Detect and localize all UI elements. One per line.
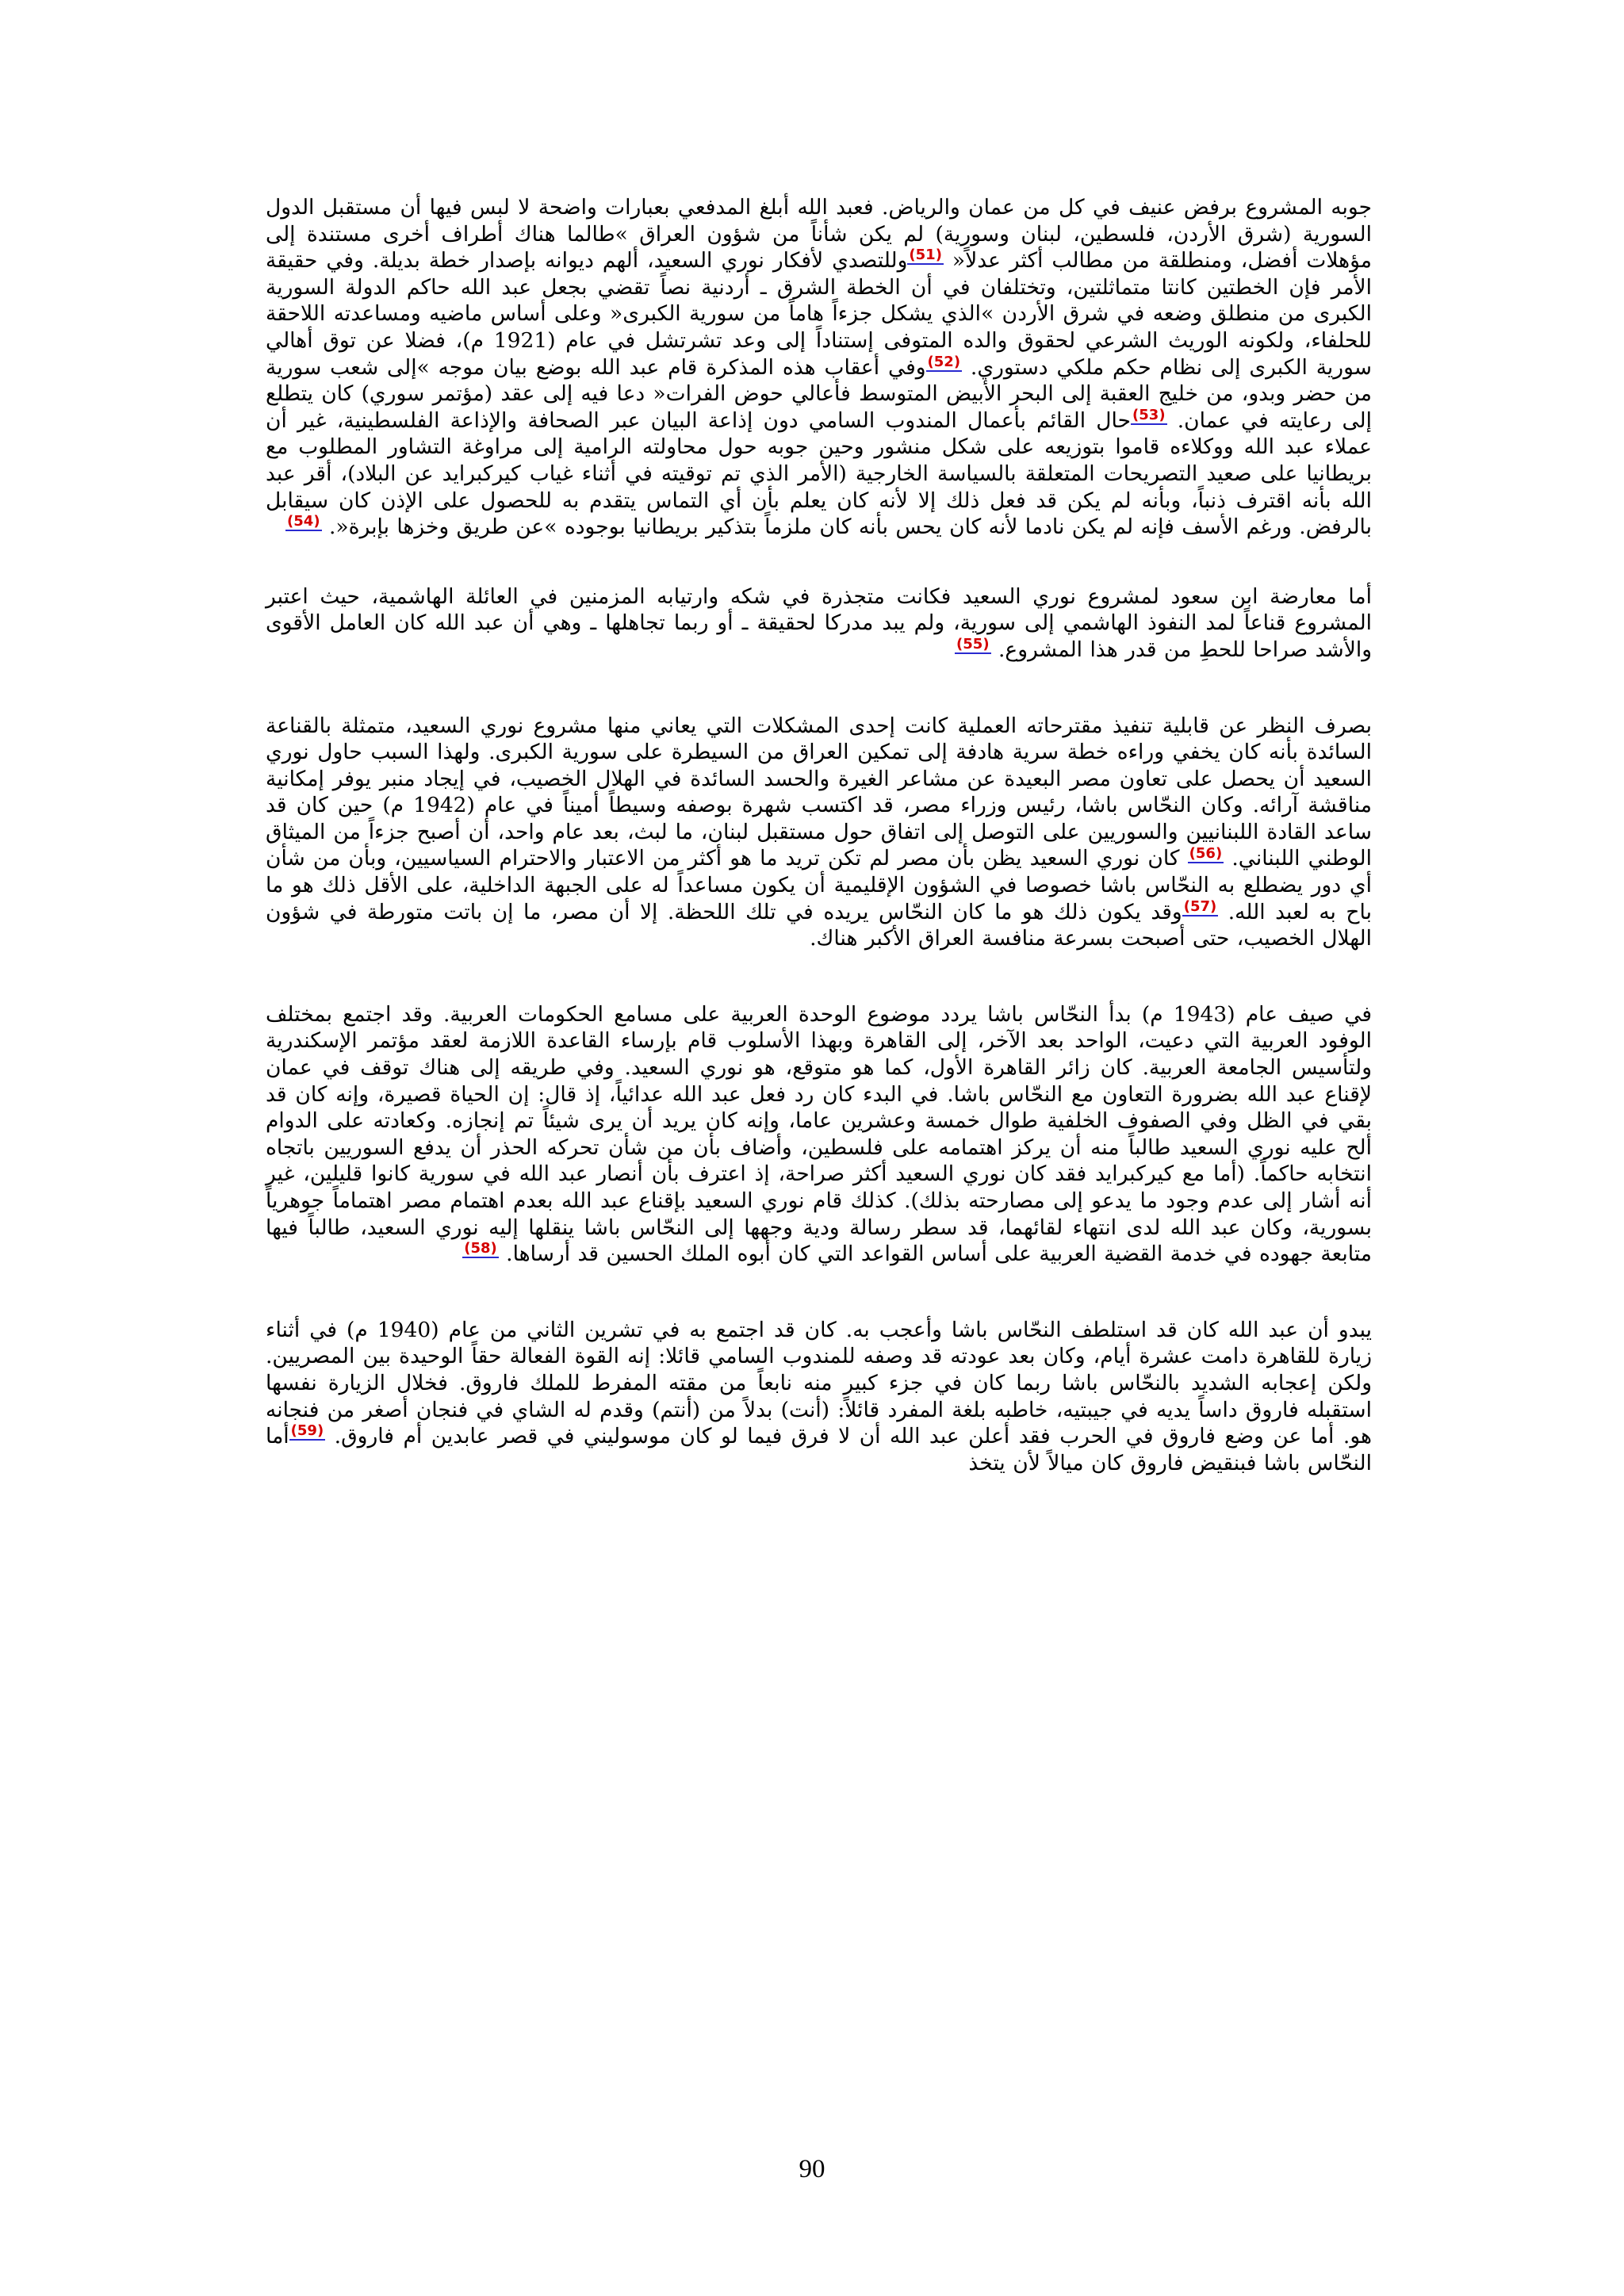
- page-number: 90: [799, 2155, 825, 2183]
- paragraph: [266, 194, 1372, 541]
- paragraph: [266, 584, 1372, 664]
- paragraph-text: في صيف عام (1943 م) بدأ النحّاس باشا يردد موضوع الوحدة العربية على مسامع الحكومات العربية. وقد اجتمع بمختلف الوفود العربية التي دعيت، الواحد بعد الآخر، إلى القاهرة وبهذا الأسلوب قام بإرساء القاعدة اللازمة لعقد مؤتمر الإسكندرية ولتأسيس الجامعة العربية. كان زائر القاهرة الأول، كما هو متوقع، هو نوري السعيد. وفي طريقه إلى هناك توقف في عمان لإقناع عبد الله بضرورة التعاون مع النحّاس باشا. في البدء كان رد فعل عبد الله عدائياً، إذ قال: إن الحياة قصيرة، وإنه كان قد بقي في الظل وفي الصفوف الخلفية طوال خمسة وعشرين عاما، وإنه كان يريد أن يرى شيئاً تم إنجازه. وكعادته على الدوام ألح عليه نوري السعيد طالباً منه أن يركز اهتمامه على فلسطين، وأضاف بأن من شأن تحركه الحذر أن يدفع السوريين باتجاه انتخابه حاكماً. (أما مع كيركبرايد فقد كان نوري السعيد أكثر صراحة، إذ اعترف بأن أنصار عبد الله في سورية كانوا قليلين، غير أنه أشار إلى عدم وجود ما يدعو إلى مصارحته بذلك). كذلك قام نوري السعيد بإقناع عبد الله بعدم اهتمام مصر اهتماماً جوهرياً بسورية، وكان عبد الله لدى انتهاء لقائهما، قد سطر رسالة ودية وجهها إلى النحّاس باشا ينقلها إليه نوري السعيد، طالباً فيها متابعة جهوده في خدمة القضية العربية على أساس القواعد التي كان أبوه الملك الحسين قد أرساها.: [266, 1001, 1372, 1267]
- paragraph: [266, 1317, 1372, 1477]
- paragraph-text: وفي أعقاب هذه المذكرة قام عبد الله بوضع بيان موجه »إلى شعب سورية من حضر وبدو، من خليج العقبة إلى البحر الأبيض المتوسط فأعالي حوض الفرات« دعا فيه إلى عقد (مؤتمر سوري) كان يتطلع إلى رعايته في عمان.: [266, 354, 1372, 433]
- paragraph-text: وقد يكون ذلك هو ما كان النحّاس يريده في تلك اللحظة. إلا أن مصر، ما إن باتت متورطة في شؤون الهلال الخصيب، حتى أصبحت بسرعة منافسة العراق الأكبر هناك.: [266, 899, 1372, 951]
- paragraph-text: وللتصدي لأفكار نوري السعيد، ألهم ديوانه بإصدار خطة بديلة. وفي حقيقة الأمر فإن الخطتين كانتا متماثلتين، وتختلفان في أن الخطة الشرق ـ أردنية نصاً تقضي بجعل عبد الله حاكم الدولة السورية الكبرى من منطلق وضعه في شرق الأردن »الذي يشكل جزءاً هاماً من سورية الكبرى« وعلى أساس ماضيه ومساعدته اللاحقة للحلفاء، ولكونه الوريث الشرعي لحقوق والده المتوفى إستناداً إلى وعد تشرتشل في عام (1921 م)، فضلا عن توق أهالي سورية الكبرى إلى نظام حكم ملكي دستوري.: [266, 248, 1373, 380]
- footnote-ref-link[interactable]: (57): [1183, 897, 1217, 915]
- paragraph-text: أما معارضة ابن سعود لمشروع نوري السعيد فكانت متجذرة في شكه وارتيابه المزمنين في العائلة الهاشمية، حيث اعتبر المشروع قناعاً لمد النفوذ الهاشمي إلى سورية، ولم يبد مدركا لحقيقة ـ أو ربما تجاهلها ـ وهي أن عبد الله كان العامل الأقوى والأشد صراحا للحطِ من قدر هذا المشروع.: [266, 584, 1372, 662]
- paragraph: [266, 713, 1372, 952]
- footnote-ref-link[interactable]: (54): [287, 513, 320, 530]
- footnote-ref-link[interactable]: (55): [956, 636, 990, 653]
- paragraph-text: كان نوري السعيد يظن بأن مصر لم تكن تريد ما هو أكثر من الاعتبار والاحترام السياسيين، وبأن من شأن أي دور يضطلع به النحّاس باشا خصوصا في الشؤون الإقليمية أن يكون مساعداً له على الجبهة الداخلية، على الأقل ذلك هو ما باح به لعبد الله.: [266, 846, 1372, 924]
- footnote-ref-link[interactable]: (59): [290, 1422, 324, 1440]
- paragraph: [266, 1001, 1372, 1268]
- paragraph-text: جوبه المشروع برفض عنيف في كل من عمان والرياض. فعبد الله أبلغ المدفعي بعبارات واضحة لا لبس فيها أن مستقبل الدول السورية (شرق الأردن، فلسطين، لبنان وسورية) لم يكن شأناً من شؤون العراق »طالما هناك أطراف أخرى مستندة إلى مؤهلات أفضل، ومنطلقة من مطالب أكثر عدلاً«: [266, 195, 1373, 274]
- footnote-ref-link[interactable]: (51): [909, 247, 942, 264]
- footnote-ref-link[interactable]: (52): [927, 353, 961, 370]
- document-page: [266, 194, 1372, 2224]
- footnote-ref-link[interactable]: (58): [464, 1240, 497, 1257]
- paragraph-text: حال القائم بأعمال المندوب السامي دون إذاعة البيان عبر الصحافة والإذاعة الفلسطينية، غير أن عملاء عبد الله ووكلاءه قاموا بتوزيعه على شكل منشور وحين جوبه حول محاولته الرامية إلى مراوغة التشاور المطلوب مع بريطانيا على صعيد التصريحات المتعلقة بالسياسة الخارجية (الأمر الذي تم توقيته في أثناء غياب كيركبرايد عن البلاد)، أقر عبد الله بأنه اقترف ذنباً، وبأنه لم يكن قد فعل ذلك إلا لأنه كان يعلم بأن أي التماس يتقدم به للحصول على الإذن كان سيقابل بالرفض. ورغم الأسف فإنه لم يكن نادما لأنه كان يحس بأنه كان ملزماً بتذكير بريطانيا بوجوده »عن طريق وخزها بإبرة«.: [266, 408, 1372, 540]
- footnote-ref-link[interactable]: (56): [1189, 844, 1223, 862]
- paragraph-text: بصرف النظر عن قابلية تنفيذ مقترحاته العملية كانت إحدى المشكلات التي يعاني منها مشروع نوري السعيد، متمثلة بالقناعة السائدة بأنه كان يخفي وراءه خطة سرية هادفة إلى تمكين العراق من السيطرة على سورية الكبرى. ولهذا السبب حاول نوري السعيد أن يحصل على تعاون مصر البعيدة عن مشاعر الغيرة والحسد السائدة في الهلال الخصيب، في إيجاد منبر يوفر إمكانية مناقشة آرائه. وكان النحّاس باشا، رئيس وزراء مصر، قد اكتسب شهرة بوصفه وسيطاً أميناً في عام (1942 م) حين كان قد ساعد القادة اللبنانيين والسوريين على التوصل إلى اتفاق حول مستقبل لبنان، ما لبث، بعد عام واحد، أن أصبح جزءاً من الميثاق الوطني اللبناني.: [266, 713, 1372, 871]
- paragraph-text: يبدو أن عبد الله كان قد استلطف النحّاس باشا وأعجب به. كان قد اجتمع به في تشرين الثاني من عام (1940 م) في أثناء زيارة للقاهرة دامت عشرة أيام، وكان بعد عودته قد وصفه للمندوب السامي قائلا: إنه القوة الفعالة حقاً الوحيدة بين المصريين. ولكن إعجابه الشديد بالنحّاس باشا ربما كان في جزء كبير منه نابعاً من مقته المفرط للملك فاروق. فخلال الزيارة نفسها استقبله فاروق داساً يديه في جيبتيه، خاطبه بلغة المفرد قائلاً: (أنت) بدلاً من (أنتم) وقدم له الشاي في فنجان أصغر من فنجانه هو. أما عن وضع فاروق في الحرب فقد أعلن عبد الله أن لا فرق فيما لو كان موسوليني في قصر عابدين أم فاروق.: [266, 1317, 1372, 1449]
- paragraph-text: أما النحّاس باشا فبنقيض فاروق كان ميالاً لأن يتخذ: [266, 1424, 1372, 1475]
- footnote-ref-link[interactable]: (53): [1132, 406, 1166, 423]
